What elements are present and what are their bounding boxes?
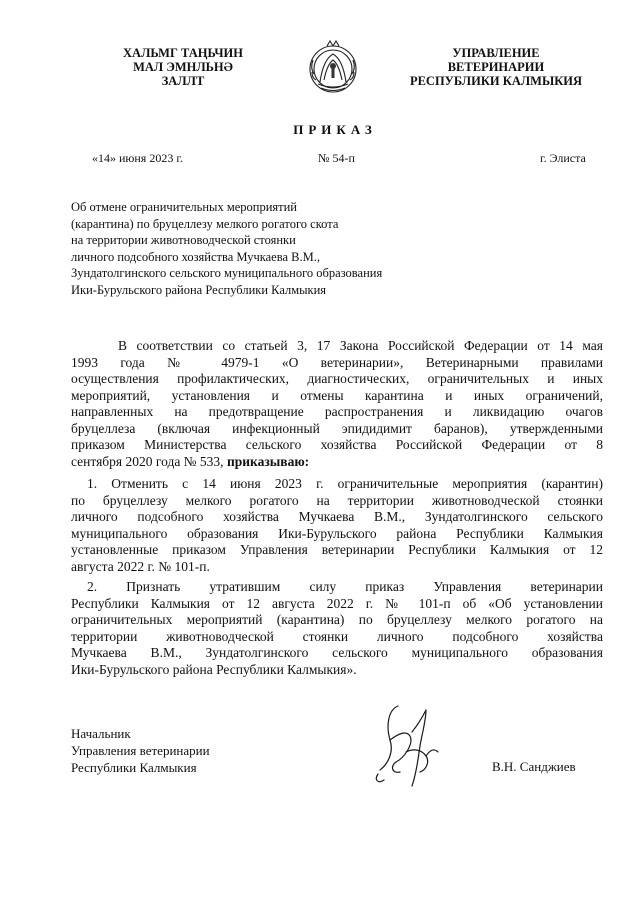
header-left-line: МАЛ ЭМНЛЬНӘ	[133, 60, 233, 74]
paragraph-line: Ики-Бурульского района Республики Калмыкия».	[71, 661, 357, 677]
preamble-paragraph	[71, 338, 603, 470]
paragraph-line: В соответствии со статьей 3, 17 Закона Российской Федерации от 14 мая	[118, 338, 603, 353]
paragraph-line: по бруцеллезу мелкого рогатого на территории животноводческой стоянки	[71, 492, 603, 508]
order-date: «14» июня 2023 г.	[92, 151, 183, 165]
signatory-position	[71, 725, 210, 776]
preamble-tail: сентября 2020 года № 533,	[71, 453, 224, 469]
order-title: ПРИКАЗ	[293, 122, 377, 137]
header-right-russian	[396, 46, 596, 88]
header-left-line: ХАЛЬМГ ТАҢЬЧИН	[123, 46, 243, 60]
paragraph-line: муниципального образования Ики-Бурульского района Республики Калмыкия	[71, 525, 603, 541]
header-left-kalmyk	[104, 46, 262, 88]
subject-line: Ики-Бурульского района Республики Калмыкия	[71, 282, 327, 297]
paragraph-line: установленные приказом Управления ветеринарии Республики Калмыкия от 12	[71, 542, 603, 557]
paragraph-line: Мучкаева В.М., Зундатолгинского сельского муниципального образования	[71, 645, 603, 660]
paragraph-line: августа 2022 г. № 101-п.	[71, 558, 210, 574]
subject-line: Зундатолгинского сельского муниципального образования	[71, 266, 383, 280]
subject-line: личного подсобного хозяйства Мучкаева В.М.,	[71, 249, 320, 264]
position-line: Начальник	[71, 726, 131, 741]
header-right-line: РЕСПУБЛИКИ КАЛМЫКИЯ	[409, 74, 583, 88]
position-line: Республики Калмыкия	[71, 760, 197, 775]
order-subject	[71, 199, 451, 298]
paragraph-line: мероприятий, установления и отмены карантина и иных ограничений,	[71, 387, 603, 403]
subject-line: на территории животноводческой стоянки	[71, 233, 296, 247]
emblem-icon	[306, 38, 360, 98]
handwritten-signature	[368, 700, 450, 790]
order-item-1	[71, 476, 603, 575]
position-line: Управления ветеринарии	[71, 743, 210, 758]
header-right-line: ВЕТЕРИНАРИИ	[447, 60, 545, 74]
header-right-line: УПРАВЛЕНИЕ	[452, 46, 540, 60]
paragraph-line: личного подсобного хозяйства Мучкаева В.М., Зундатолгинского сельского	[71, 509, 603, 524]
paragraph-line: территории животноводческой стоянки личного подсобного хозяйства	[71, 628, 603, 644]
paragraph-line: осуществления профилактических, диагностических, ограничительных и иных	[71, 371, 603, 386]
paragraph-line: 1993 года № 4979-1 «О ветеринарии», Ветеринарными правилами	[71, 354, 603, 370]
subject-line: Об отмене ограничительных мероприятий	[71, 200, 298, 214]
paragraph-line: приказом Министерства сельского хозяйства Российской Федерации от 8	[71, 437, 603, 452]
paragraph-line	[71, 454, 603, 471]
order-city: г. Элиста	[540, 151, 586, 165]
order-item-2	[71, 579, 603, 678]
header-left-line: ЗАЛЛТ	[161, 74, 205, 88]
paragraph-line: бруцеллеза (включая инфекционный эпидидимит баранов), утвержденными	[71, 420, 603, 436]
paragraph-line: ограничительных мероприятий (карантина) по бруцеллезу мелкого рогатого на	[71, 612, 603, 627]
order-number: № 54-п	[318, 151, 355, 165]
subject-line: (карантина) по бруцеллезу мелкого рогатого скота	[71, 216, 339, 231]
paragraph-line: Республики Калмыкия от 12 августа 2022 г. № 101-п об «Об установлении	[71, 595, 603, 611]
paragraph-line: 2. Признать утратившим силу приказ Управления ветеринарии	[87, 579, 603, 594]
paragraph-line: 1. Отменить с 14 июня 2023 г. ограничительные мероприятия (карантин)	[87, 476, 603, 491]
signer-name: В.Н. Санджиев	[492, 759, 576, 774]
paragraph-line: направленных на предотвращение распространения и ликвидацию очагов	[71, 404, 603, 419]
order-verb: приказываю:	[226, 453, 310, 469]
